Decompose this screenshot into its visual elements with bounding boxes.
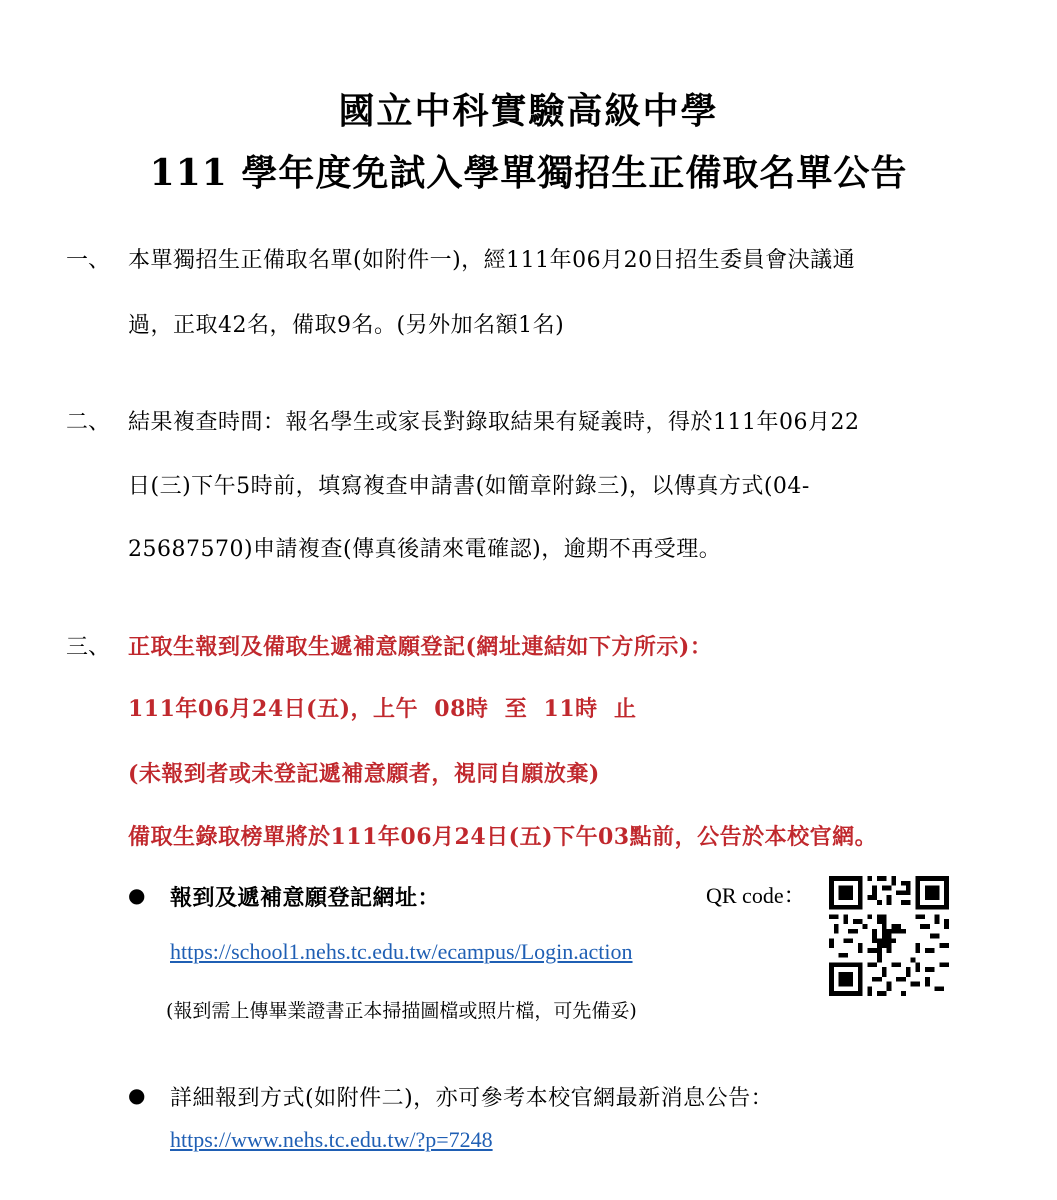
item-3-line-1: 正取生報到及備取生遞補意願登記(網址連結如下方所示)： [128, 634, 713, 660]
item-3-line-3: (未報到者或未登記遞補意願者，視同自願放棄) [128, 761, 600, 787]
item-3-line-2: 111年06月24日(五)，上午 08時 至 11時 止 [128, 696, 637, 722]
news-link[interactable]: https://www.nehs.tc.edu.tw/?p=7248 [170, 1127, 493, 1152]
item-1-line-1: 本單獨招生正備取名單(如附件一)，經111年06月20日招生委員會決議通 [128, 248, 856, 273]
item-3-number: 三、 [66, 635, 111, 660]
item-2-number: 二、 [66, 410, 111, 435]
item-2-line-2: 日(三)下午5時前，填寫複查申請書(如簡章附錄三)，以傳真方式(04- [128, 474, 810, 499]
item-1-number: 一、 [66, 248, 111, 273]
bullet-1-note: (報到需上傳畢業證書正本掃描圖檔或照片檔，可先備妥) [166, 1000, 637, 1022]
qr-code-image [829, 876, 949, 996]
qr-code-label: QR code： [706, 883, 806, 908]
item-3-line-4: 備取生錄取榜單將於111年06月24日(五)下午03點前，公告於本校官網。 [128, 824, 878, 850]
item-2-line-3: 25687570)申請複查(傳真後請來電確認)，逾期不再受理。 [128, 537, 722, 562]
bullet-2-label: 詳細報到方式(如附件二)，亦可參考本校官網最新消息公告： [170, 1086, 774, 1111]
bullet-1-label: 報到及遞補意願登記網址： [170, 885, 441, 911]
item-2-line-1: 結果複查時間：報名學生或家長對錄取結果有疑義時，得於111年06月22 [128, 410, 860, 435]
announcement-title: 111 學年度免試入學單獨招生正備取名單公告 [149, 152, 908, 194]
item-1-line-2: 過，正取42名，備取9名。(另外加名額1名) [128, 313, 565, 338]
bullet-1-icon: ● [128, 883, 146, 907]
page-title: 國立中科實驗高級中學 [338, 90, 719, 132]
bullet-2-icon: ● [128, 1083, 146, 1107]
registration-link[interactable]: https://school1.nehs.tc.edu.tw/ecampus/Login.action [170, 939, 633, 964]
